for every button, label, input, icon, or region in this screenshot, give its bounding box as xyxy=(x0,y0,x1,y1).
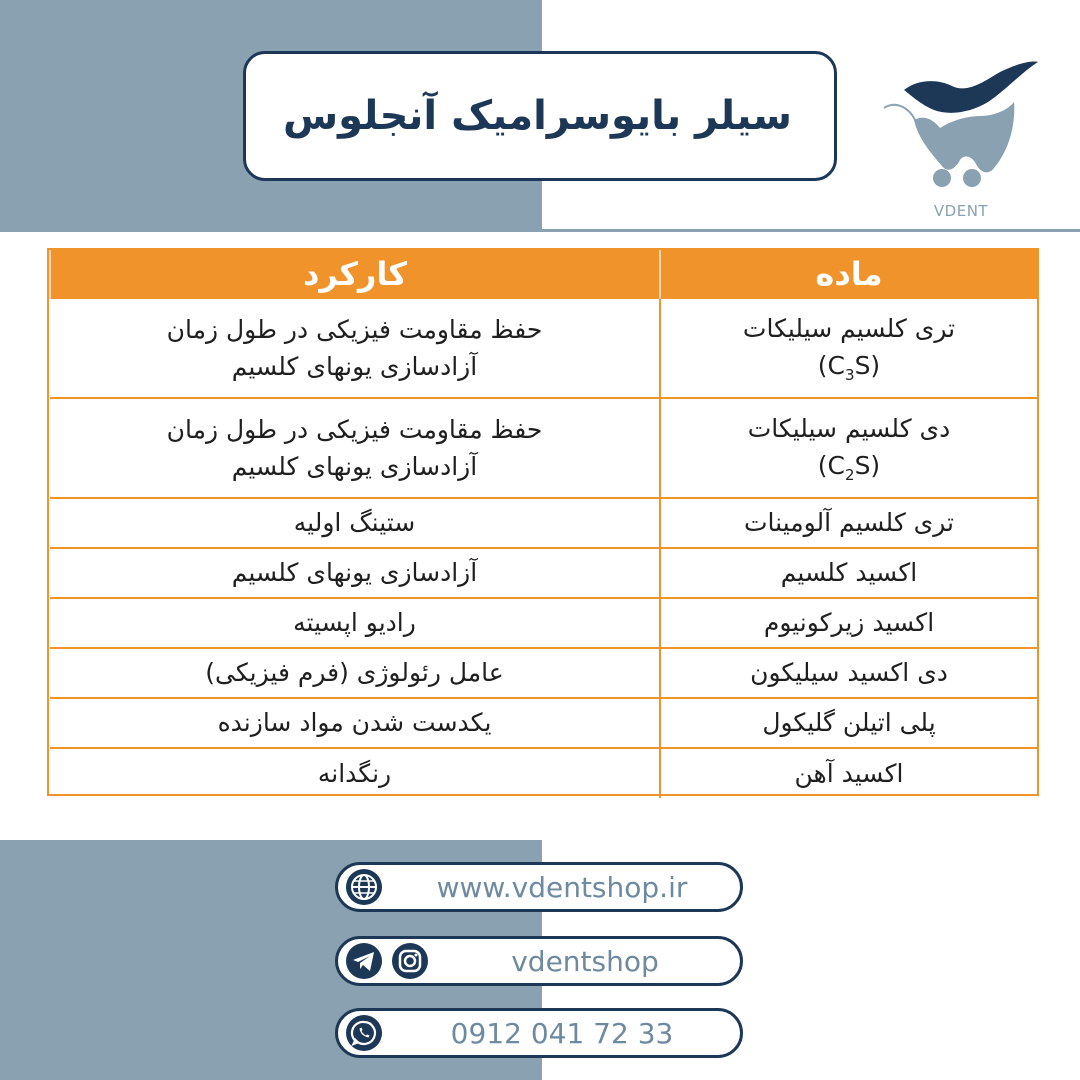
function-cell xyxy=(50,398,660,498)
material-cell xyxy=(660,298,1037,398)
components-table xyxy=(47,248,1039,796)
function-line: حفظ مقاومت فیزیکی در طول زمان xyxy=(166,314,543,344)
material-cell: اکسید کلسیم xyxy=(660,548,1037,598)
globe-icon xyxy=(344,867,384,907)
table-row xyxy=(50,748,1037,798)
social-text: vdentshop xyxy=(511,944,659,978)
instagram-icon xyxy=(390,941,430,981)
material-formula: $(C_2S)$ xyxy=(817,451,881,484)
phone-text: 0912 041 72 33 xyxy=(450,1016,674,1050)
logo-text: VDENT xyxy=(933,202,989,220)
material-cell: اکسید آهن xyxy=(660,748,1037,798)
material-formula: $(C_3S)$ xyxy=(817,351,881,384)
function-cell: ستینگ اولیه xyxy=(50,498,660,548)
function-cell: آزادسازی یونهای کلسیم xyxy=(50,548,660,598)
telegram-icon xyxy=(344,941,384,981)
table-row xyxy=(50,698,1037,748)
function-line: آزادسازی یونهای کلسیم xyxy=(231,352,478,381)
table-row xyxy=(50,298,1037,398)
social-link[interactable] xyxy=(335,936,743,986)
header-material: ماده xyxy=(660,250,1037,298)
function-cell: رادیو اپسیته xyxy=(50,598,660,648)
website-text: www.vdentshop.ir xyxy=(436,870,688,904)
table-row xyxy=(50,548,1037,598)
function-line: آزادسازی یونهای کلسیم xyxy=(231,452,478,481)
material-name: تری کلسیم سیلیکات xyxy=(742,313,956,343)
function-cell: یکدست شدن مواد سازنده xyxy=(50,698,660,748)
vdent-logo-icon xyxy=(876,50,1046,225)
page-title: سیلر بایوسرامیک آنجلوس xyxy=(282,93,792,139)
material-cell: تری کلسیم آلومینات xyxy=(660,498,1037,548)
material-cell xyxy=(660,398,1037,498)
material-cell: پلی اتیلن گلیکول xyxy=(660,698,1037,748)
table-row xyxy=(50,398,1037,498)
function-cell xyxy=(50,298,660,398)
function-cell: رنگدانه xyxy=(50,748,660,798)
phone-link[interactable] xyxy=(335,1008,743,1058)
whatsapp-icon xyxy=(344,1013,384,1053)
title-box xyxy=(243,51,837,181)
table-row xyxy=(50,648,1037,698)
table-row xyxy=(50,598,1037,648)
table-header-row xyxy=(50,250,1037,298)
material-cell: دی اکسید سیلیکون xyxy=(660,648,1037,698)
material-name: دی کلسیم سیلیکات xyxy=(747,413,951,443)
material-cell: اکسید زیرکونیوم xyxy=(660,598,1037,648)
function-cell: عامل رئولوژی (فرم فیزیکی) xyxy=(50,648,660,698)
header-function: کارکرد xyxy=(50,250,660,298)
table-row xyxy=(50,498,1037,548)
function-line: حفظ مقاومت فیزیکی در طول زمان xyxy=(166,414,543,444)
website-link[interactable] xyxy=(335,862,743,912)
